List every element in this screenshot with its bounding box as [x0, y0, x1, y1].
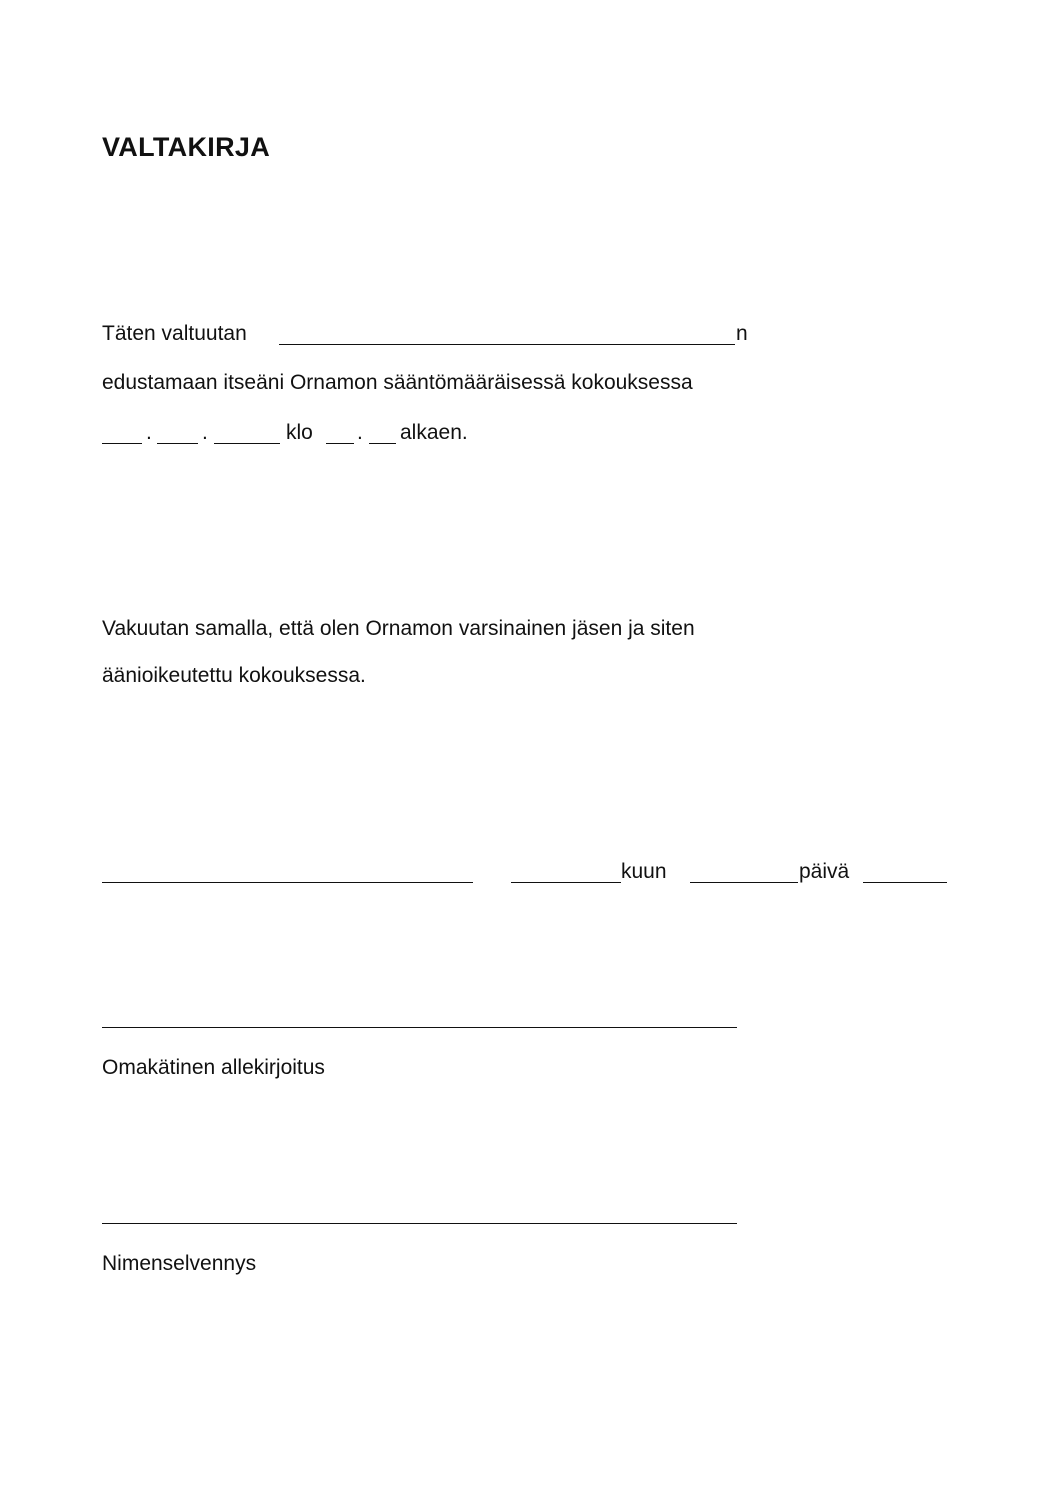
- meeting-minute-field[interactable]: [369, 443, 396, 444]
- declaration-line2: äänioikeutettu kokouksessa.: [102, 664, 366, 687]
- declaration-line1: Vakuutan samalla, että olen Ornamon varsinainen jäsen ja siten: [102, 617, 695, 640]
- authorization-prefix: Täten valtuutan: [102, 322, 247, 345]
- document-title: VALTAKIRJA: [102, 132, 270, 162]
- signature-label: Omakätinen allekirjoitus: [102, 1056, 325, 1079]
- date-separator-1: .: [146, 421, 152, 444]
- proxy-name-field[interactable]: [279, 344, 735, 345]
- kuun-label: kuun: [621, 860, 667, 883]
- name-clarification-line[interactable]: [102, 1223, 737, 1224]
- meeting-day-field[interactable]: [102, 443, 142, 444]
- alkaen-label: alkaen.: [400, 421, 468, 444]
- signing-month-field[interactable]: [511, 882, 621, 883]
- klo-label: klo: [286, 421, 313, 444]
- paiva-label: päivä: [799, 860, 850, 883]
- authorization-suffix: n: [736, 322, 748, 345]
- time-separator: .: [357, 421, 363, 444]
- meeting-month-field[interactable]: [157, 443, 198, 444]
- meeting-hour-field[interactable]: [326, 443, 354, 444]
- signing-day-field[interactable]: [690, 882, 798, 883]
- signing-year-field[interactable]: [863, 882, 947, 883]
- signature-line[interactable]: [102, 1027, 737, 1028]
- place-field[interactable]: [102, 882, 473, 883]
- name-clarification-label: Nimenselvennys: [102, 1252, 257, 1275]
- meeting-year-field[interactable]: [214, 443, 280, 444]
- date-separator-2: .: [202, 421, 208, 444]
- authorization-line2: edustamaan itseäni Ornamon sääntömääräisessä kokouksessa: [102, 371, 693, 394]
